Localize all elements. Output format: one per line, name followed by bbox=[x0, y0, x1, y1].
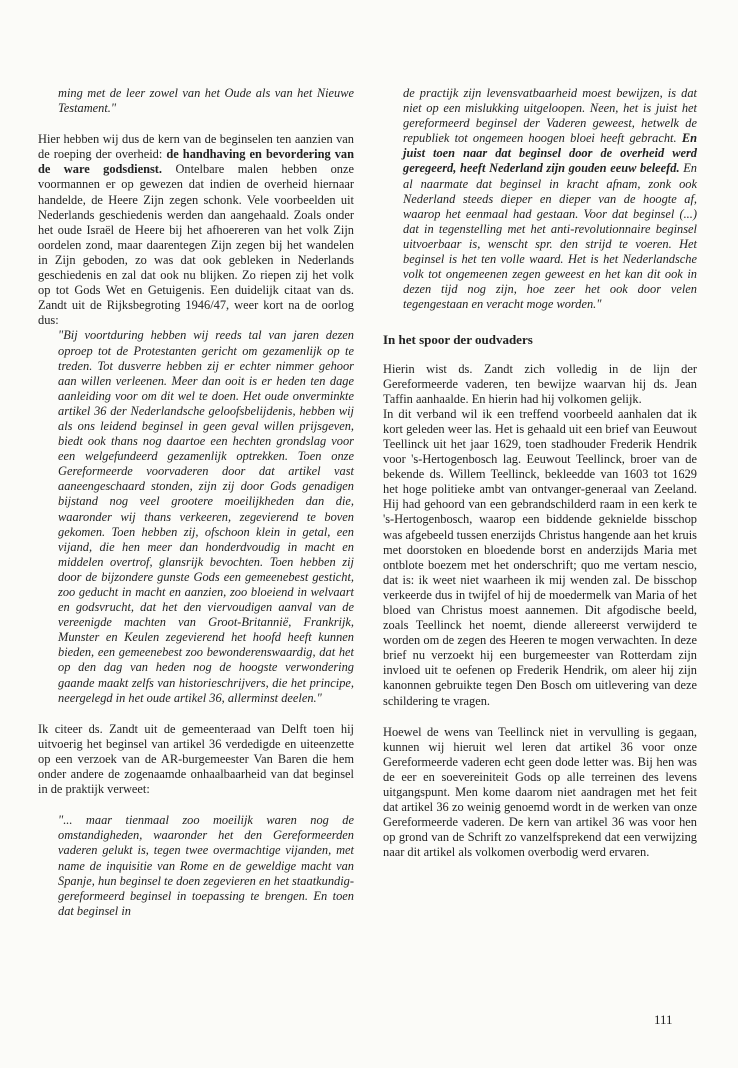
block-quote: "Bij voortduring hebben wij reeds tal van jaren dezen oproep tot de Protestanten gericht om gezamenlijk op te treden. Tot dusverre hebben zij er echter nimmer gehoor aan willen verleenen. Meer dan ooit is er heden ten dage aanleiding voor om dit wel te doen. Het oude onverminkte artikel 36 der Nederlandsche geloofsbelijdenis, hebben wij als ons leidend beginsel in geen geval willen prijsgeven, biedt ook thans nog daartoe een hechten grondslag voor een welgefundeerd gezamenlijk optrekken. Toen onze Gereformeerde voorvaderen door dat artikel vast aaneengeschaard stonden, zijn zij door Gods genadigen bijstand nog veel grootere moeilijkheden dan die, waaronder wij thans verkeeren, zegevierend te boven gekomen. Toen hebben zij, ofschoon klein in getal, een vijand, die hen meer dan honderdvoudig in macht en middelen overtrof, glansrijk bevochten. Toen hebben zij door de bijzondere gunste Gods een gemeenebest gesticht, zoo geducht in macht en aanzien, zoo bloeiend in welvaart en godsvrucht, dat het den viervoudigen aanval van de vereenigde machten van Groot-Britannië, Frankrijk, Munster en Keulen zegevierend het hoofd heeft kunnen bieden, een gemeenebest zoo bewonderenswaardig, dat het op den dag van heden nog de hoogste verwondering gaande maakt zelfs van historieschrijvers, die het principe, neergelegd in het oude artikel 36, allerminst deelen." bbox=[58, 328, 354, 705]
block-quote-continuation: de practijk zijn levensvatbaarheid moest bewijzen, is dat niet op een mislukking uitgeloopen. Neen, het is juist het gereformeerd beginsel der Vaderen geweest, hetwelk de republiek tot ongemeen hoogen bloei heeft gebracht. En juist toen naar dat beginsel door de overheid werd geregeerd, heeft Nederland zijn gouden eeuw beleefd. En al naarmate dat beginsel in kracht afnam, zonk ook Nederland steeds dieper en dieper van de hoogte af, waarop het eenmaal had gestaan. Voor dat beginsel (...) dat in tegenstelling met het anti-revolutionnaire beginsel uitvoerbaar is, wenscht spr. den strijd te voeren. Het beginsel is het ten volle waard. Het is het Nederlandsche volk tot ongemeenen zegen geweest en het kan dit ook in dezen tijd nog zijn, hoe zeer het ook door velen tegengestaan en veracht moge worden." bbox=[403, 86, 697, 312]
left-column bbox=[38, 86, 354, 919]
bold-emphasis: de handhaving en bevordering van de ware godsdienst. bbox=[38, 147, 354, 177]
body-paragraph: Hier hebben wij dus de kern van de beginselen ten aanzien van de roeping der overheid: de handhaving en bevordering van de ware godsdienst. Ontelbare malen hebben onze voormannen er op gewezen dat indien de overheid hiernaar handelde, de Heere Zijn zegen schonk. Vele voorbeelden uit Nederlands geschiedenis werden dan aangehaald. Zoals onder het oude Israël de Heere bij het afhoereren van het volk Zijn oordelen zond, maar daarentegen Zijn zegen bij het wandelen in Zijn geboden, zo was dat ook gebleken in Nederlands geschiedenis en zal dat ook nu blijken. Zo riepen zij het volk op tot Gods Wet en Getuigenis. Een duidelijk citaat van ds. Zandt uit de Rijksbegroting 1946/47, weer kort na de oorlog dus: bbox=[38, 132, 354, 328]
bold-emphasis: En juist toen naar dat beginsel door de overheid werd geregeerd, heeft Nederland zijn gouden eeuw beleefd. bbox=[403, 131, 697, 176]
body-paragraph: In dit verband wil ik een treffend voorbeeld aanhalen dat ik kort geleden weer las. Het is gehaald uit een brief van Eeuwout Teellinck uit het jaar 1629, toen stadhouder Frederik Hendrik voor 's-Hertogenbosch lag. Eeuwout Teellinck, broer van de bekende ds. Willem Teellinck, bekleedde van 1603 tot 1629 het hoge politieke ambt van ontvanger-generaal van Zeeland. Hij had gehoord van een gebrandschilderd raam in een kerk te 's-Hertogenbosch, waarop een biddende geknielde bisschop was afgebeeld tussen enerzijds Christus hangende aan het kruis met doorstoken en bloedende borst en anderzijds Maria met ontblote boezem met het onderschrift; quo me vertam nescio, dat is: ik weet niet waarheen ik mij wenden zal. De bisschop verkeerde dus in twijfel of hij de moedermelk van Maria of het bloed van Christus moest aannemen. Dit afgodische beeld, zoals Teellinck het noemt, diende allereerst verwijderd te worden om de zegen des Heeren te mogen verwachten. In deze brief nu verzoekt hij een burgemeester van Rotterdam zijn invloed uit te oefenen op Frederik Hendrik, om aleer hij zijn kanonnen gebruikte tegen Den Bosch om uitlevering van deze schildering te vragen. bbox=[383, 406, 697, 708]
body-paragraph: Hierin wist ds. Zandt zich volledig in de lijn der Gereformeerde vaderen, ten bewijze waarvan hij ds. Jean Taffin aanhaalde. En hierin had hij volkomen gelijk. bbox=[383, 361, 697, 406]
section-heading: In het spoor der oudvaders bbox=[383, 332, 533, 348]
right-column bbox=[383, 86, 697, 861]
page-number: 111 bbox=[654, 1012, 673, 1027]
body-paragraph: Ik citeer ds. Zandt uit de gemeenteraad van Delft toen hij uitvoerig het beginsel van artikel 36 verdedigde en uiteenzette op een verzoek van de AR-burgemeester Van Baren die hem onder andere de zogenaamde onhaalbaarheid van dat beginsel in de praktijk verweet: bbox=[38, 721, 354, 797]
quote-continuation: ming met de leer zowel van het Oude als van het Nieuwe Testament." bbox=[58, 86, 354, 116]
body-paragraph: Hoewel de wens van Teellinck niet in vervulling is gegaan, kunnen wij hieruit wel leren dat artikel 36 voor onze Gereformeerde vaderen echt geen dode letter was. Bij hen was de eer en soevereiniteit Gods op alle terreinen des levens uitgangspunt. Men kome daarom niet aandragen met het feit dat artikel 36 zo weinig genoemd wordt in de werken van onze Gereformeerde vaderen. De kern van artikel 36 was voor hen op grond van de Schrift zo vanzelfsprekend dat een verwijzing naar dit artikel als volkomen overbodig werd ervaren. bbox=[383, 724, 697, 860]
block-quote: "... maar tienmaal zoo moeilijk waren nog de omstandigheden, waaronder het den Gereformeerden vaderen gelukt is, tegen twee overmachtige vijanden, met name de inquisitie van Rome en de geweldige macht van Spanje, hun beginsel te doen zegevieren en het staatkundig-gereformeerd beginsel in toepassing te brengen. En toen dat beginsel in bbox=[58, 813, 354, 918]
